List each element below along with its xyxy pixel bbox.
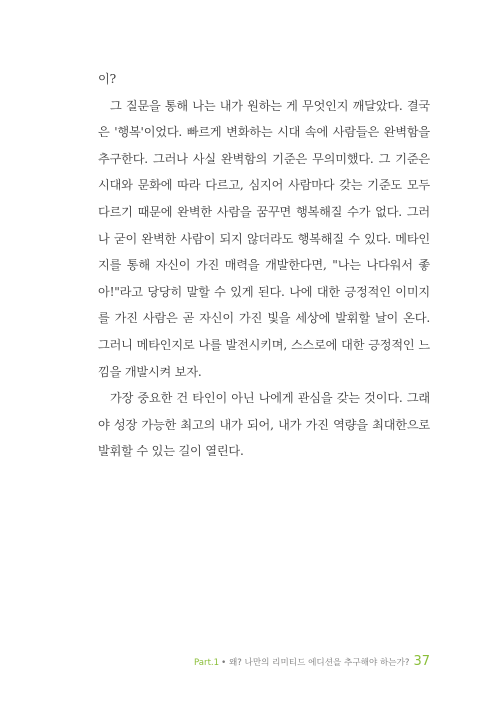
- body-text: [98, 66, 430, 465]
- paragraph-continuation: 이?: [98, 72, 116, 86]
- part-label: Part.1: [193, 658, 220, 668]
- paragraph: 그 질문을 통해 나는 내가 원하는 게 무엇인지 깨달았다. 결국은 '행복'이었다. 빠르게 변화하는 시대 속에 사람들은 완벽함을 추구한다. 그러나 사실 완벽함의 기준은 무의미했다. 그 기준은 시대와 문화에 따라 다르고, 심지어 사람마다 갖는 기준도 모두 다르기 때문에 완벽한 사람을 꿈꾸면 행복해질 수가 없다. 그러나 굳이 완벽한 사람이 되지 않더라도 행복해질 수 있다. 메타인지를 통해 자신이 가진 매력을 개발한다면, "나는 나다워서 좋아!"라고 당당히 말할 수 있게 된다. 나에 대한 긍정적인 이미지를 가진 사람은 곧 자신이 가진 빛을 세상에 발휘할 날이 온다. 그러니 메타인지로 나를 발전시키며, 스스로에 대한 긍정적인 느낌을 개발시켜 보자.: [98, 98, 430, 379]
- chapter-title: • 왜? 나만의 리미티드 에디션을 추구해야 하는가?: [221, 658, 410, 668]
- running-footer: [194, 654, 430, 669]
- page-number: 37: [413, 654, 430, 669]
- paragraph: 가장 중요한 건 타인이 아닌 나에게 관심을 갖는 것이다. 그래야 성장 가능한 최고의 내가 되어, 내가 가진 역량을 최대한으로 발휘할 수 있는 길이 열린다.: [98, 391, 430, 459]
